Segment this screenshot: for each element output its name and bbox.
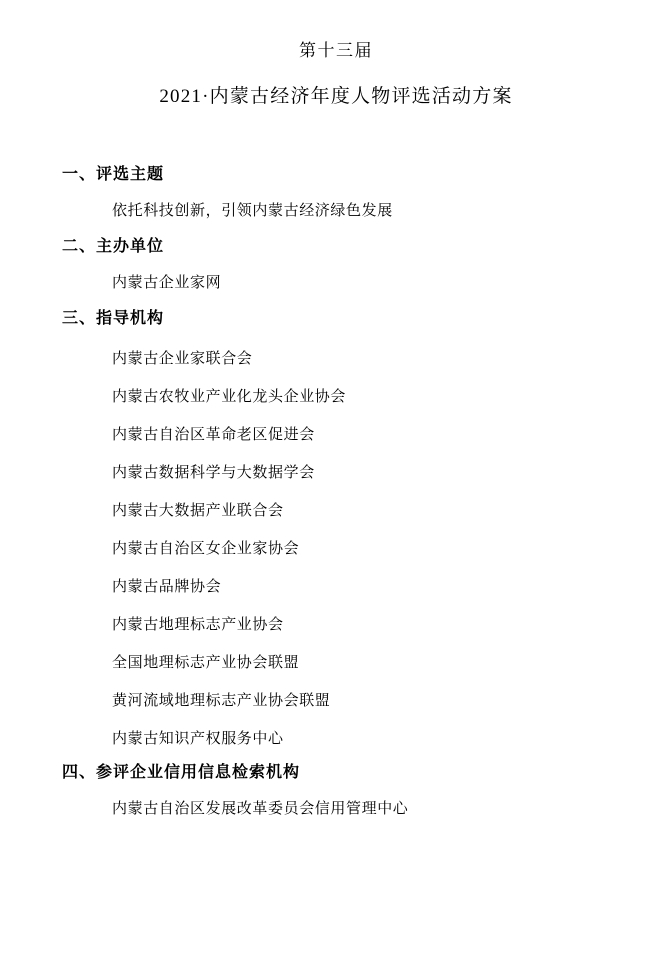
section-heading-guiding-institutions: 三、指导机构 — [62, 310, 165, 327]
section-heading-topic: 一、评选主题 — [62, 166, 165, 183]
list-item: 内蒙古大数据产业联合会 — [112, 503, 284, 519]
section-credit-retrieval-agency — [62, 758, 610, 824]
section-paragraph-organizer: 内蒙古企业家网 — [112, 275, 222, 291]
section-heading-organizer: 二、主办单位 — [62, 238, 165, 255]
list-item: 内蒙古企业家联合会 — [112, 351, 253, 367]
list-item: 内蒙古自治区女企业家协会 — [112, 541, 300, 557]
guiding-institutions-list — [62, 340, 610, 758]
document-title-block — [62, 36, 610, 114]
section-paragraph-credit-retrieval-agency: 内蒙古自治区发展改革委员会信用管理中心 — [112, 801, 409, 817]
list-item: 内蒙古农牧业产业化龙头企业协会 — [112, 389, 347, 405]
section-paragraph-topic: 依托科技创新，引领内蒙古经济绿色发展 — [112, 203, 393, 219]
list-item: 内蒙古地理标志产业协会 — [112, 617, 284, 633]
list-item: 内蒙古品牌协会 — [112, 579, 222, 595]
document-title-line-2: 2021·内蒙古经济年度人物评选活动方案 — [159, 86, 513, 107]
list-item: 黄河流域地理标志产业协会联盟 — [112, 693, 331, 709]
list-item: 内蒙古数据科学与大数据学会 — [112, 465, 315, 481]
document-body — [62, 160, 610, 824]
section-organizer — [62, 232, 610, 298]
list-item: 全国地理标志产业协会联盟 — [112, 655, 300, 671]
section-heading-credit-retrieval-agency: 四、参评企业信用信息检索机构 — [62, 764, 301, 781]
section-guiding-institutions — [62, 304, 610, 758]
section-topic — [62, 160, 610, 226]
list-item: 内蒙古自治区革命老区促进会 — [112, 427, 315, 443]
list-item: 内蒙古知识产权服务中心 — [112, 731, 284, 747]
document-title-line-1: 第十三届 — [299, 41, 373, 60]
